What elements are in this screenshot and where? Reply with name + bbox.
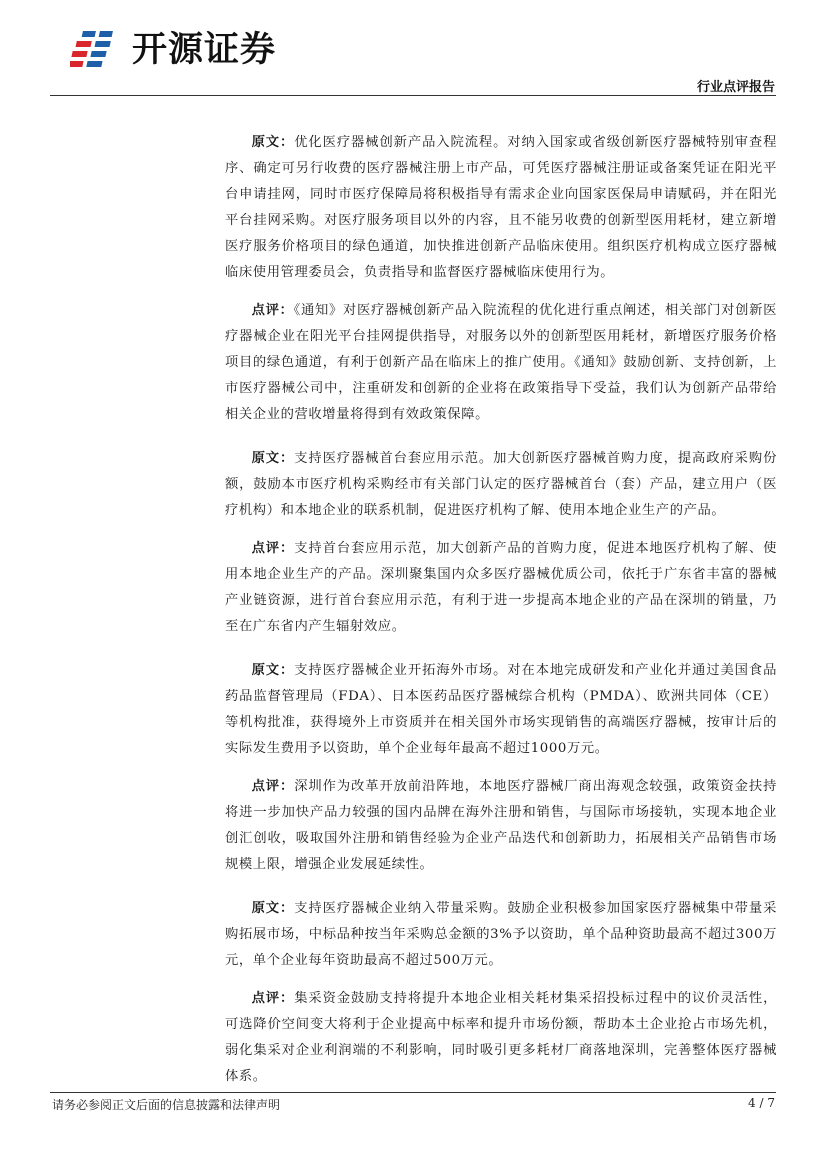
comment-text: 集采资金鼓励支持将提升本地企业相关耗材集采招投标过程中的议价灵活性，可选降价空间变大将利于企业提高中标率和提升市场份额，帮助本土企业抢占市场先机，弱化集采对企业利润端的不利影响，同时吸引更多耗材厂商落地深圳，完善整体医疗器械体系。 xyxy=(225,991,777,1084)
original-label: 原文： xyxy=(251,901,295,916)
original-label: 原文： xyxy=(251,135,295,150)
page-header xyxy=(0,0,827,96)
footer-disclaimer: 请务必参阅正文后面的信息披露和法律声明 xyxy=(52,1098,281,1112)
original-text: 支持医疗器械企业纳入带量采购。鼓励企业积极参加国家医疗器械集中带量采购拓展市场，中标品种按当年采购总金额的3%予以资助，单个品种资助最高不超过300万元，单个企业每年资助最高不超过500万元。 xyxy=(225,901,777,968)
comment-label: 点评： xyxy=(251,541,295,556)
original-label: 原文： xyxy=(251,451,295,466)
original-label: 原文： xyxy=(251,663,295,678)
brand-name: 开源证券 xyxy=(132,30,277,70)
report-type-label: 行业点评报告 xyxy=(696,80,775,95)
page-number: 4 / 7 xyxy=(748,1096,775,1110)
header-divider xyxy=(50,95,776,96)
main-content xyxy=(225,130,777,1108)
section-block xyxy=(225,446,777,640)
section-block xyxy=(225,130,777,428)
original-paragraph xyxy=(225,658,777,762)
brand-logo xyxy=(70,26,330,74)
comment-paragraph xyxy=(225,298,777,428)
original-paragraph xyxy=(225,130,777,286)
comment-paragraph xyxy=(225,986,777,1090)
section-block xyxy=(225,896,777,1090)
comment-paragraph xyxy=(225,774,777,878)
original-text: 支持医疗器械首台套应用示范。加大创新医疗器械首购力度，提高政府采购份额，鼓励本市医疗机构采购经市有关部门认定的医疗器械首台（套）产品，建立用户（医疗机构）和本地企业的联系机制，促进医疗机构了解、使用本地企业生产的产品。 xyxy=(225,451,777,518)
original-text: 支持医疗器械企业开拓海外市场。对在本地完成研发和产业化并通过美国食品药品监督管理局（FDA）、日本医药品医疗器械综合机构（PMDA）、欧洲共同体（CE）等机构批准，获得境外上市资质并在相关国外市场实现销售的高端医疗器械，按审计后的实际发生费用予以资助，单个企业每年最高不超过1000万元。 xyxy=(225,663,777,756)
comment-text: 《通知》对医疗器械创新产品入院流程的优化进行重点阐述，相关部门对创新医疗器械企业在阳光平台挂网提供指导，对服务以外的创新型医用耗材，新增医疗服务价格项目的绿色通道，有利于创新产品在临床上的推广使用。《通知》鼓励创新、支持创新，上市医疗器械公司中，注重研发和创新的企业将在政策指导下受益，我们认为创新产品带给相关企业的营收增量将得到有效政策保障。 xyxy=(225,303,777,422)
section-block xyxy=(225,658,777,878)
footer-divider xyxy=(50,1092,776,1093)
comment-label: 点评： xyxy=(251,303,294,318)
original-paragraph xyxy=(225,896,777,974)
comment-paragraph xyxy=(225,536,777,640)
original-paragraph xyxy=(225,446,777,524)
logo-mark-icon xyxy=(70,26,130,74)
comment-label: 点评： xyxy=(251,779,295,794)
comment-text: 支持首台套应用示范，加大创新产品的首购力度，促进本地医疗机构了解、使用本地企业生产的产品。深圳聚集国内众多医疗器械优质公司，依托于广东省丰富的器械产业链资源，进行首台套应用示范，有利于进一步提高本地企业的产品在深圳的销量，乃至在广东省内产生辐射效应。 xyxy=(225,541,777,634)
original-text: 优化医疗器械创新产品入院流程。对纳入国家或省级创新医疗器械特别审查程序、确定可另行收费的医疗器械注册上市产品，可凭医疗器械注册证或备案凭证在阳光平台申请挂网，同时市医疗保障局将积极指导有需求企业向国家医保局申请赋码，并在阳光平台挂网采购。对医疗服务项目以外的内容，且不能另收费的创新型医用耗材，建立新增医疗服务价格项目的绿色通道，加快推进创新产品临床使用。组织医疗机构成立医疗器械临床使用管理委员会，负责指导和监督医疗器械临床使用行为。 xyxy=(225,135,777,280)
comment-label: 点评： xyxy=(251,991,295,1006)
comment-text: 深圳作为改革开放前沿阵地，本地医疗器械厂商出海观念较强，政策资金扶持将进一步加快产品力较强的国内品牌在海外注册和销售，与国际市场接轨，实现本地企业创汇创收，吸取国外注册和销售经验为企业产品迭代和创新助力，拓展相关产品销售市场规模上限，增强企业发展延续性。 xyxy=(225,779,777,872)
